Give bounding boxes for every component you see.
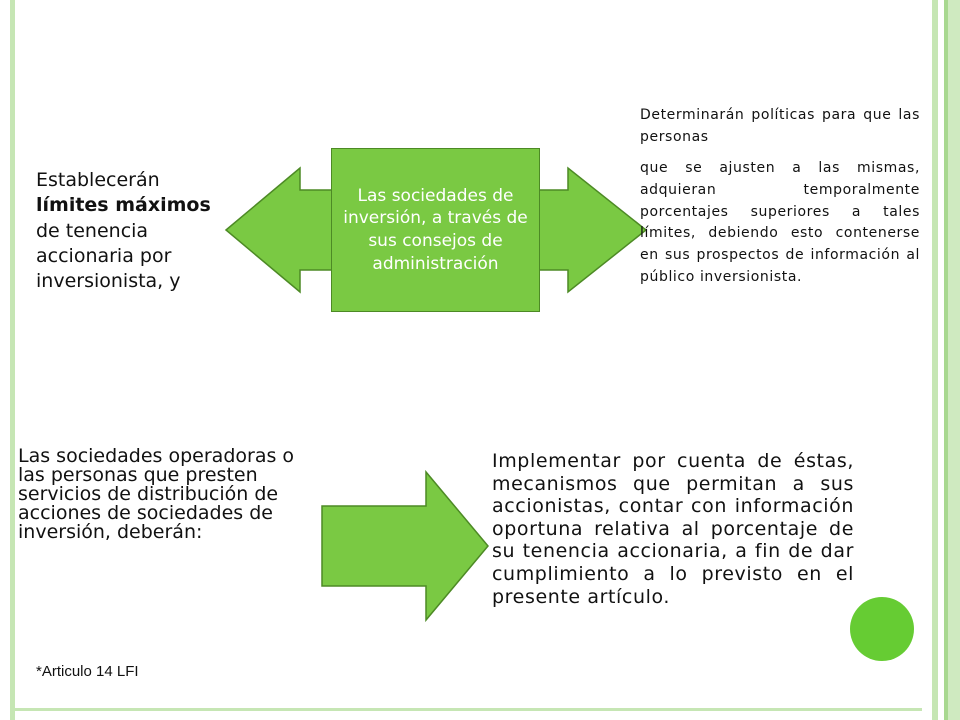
center-box-text: Las sociedades de inversión, a través de sus consejos de administración [343, 185, 528, 274]
left-text-before: Establecerán [36, 169, 160, 191]
right-text-paragraph-1: Determinarán políticas para que las personas [640, 107, 920, 145]
footnote: *Articulo 14 LFI [36, 663, 139, 680]
center-box [331, 148, 540, 312]
right-text [640, 105, 920, 289]
left-text-bold: límites máximos [36, 194, 211, 217]
bottom-right-text: Implementar por cuenta de éstas, mecanismos que permitan a sus accionistas, contar con información oportuna relativa al porcentaje de su tenencia accionaria, a fin de dar cumplimiento a lo previsto en el presente artículo. [492, 450, 854, 608]
right-text-paragraph-2: que se ajusten a las mismas, adquieran temporalmente porcentajes superiores a tales límites, debiendo esto contenerse en sus prospectos de información al público inversionista. [640, 160, 920, 285]
left-text-after: de tenencia accionaria por inversionista, y [36, 219, 181, 293]
bottom-left-text: Las sociedades operadoras o las personas que presten servicios de distribución de acciones de sociedades de inversión, deberán: [18, 445, 295, 543]
decorative-circle [850, 597, 914, 661]
right-arrow [322, 472, 488, 620]
left-text [36, 168, 236, 294]
